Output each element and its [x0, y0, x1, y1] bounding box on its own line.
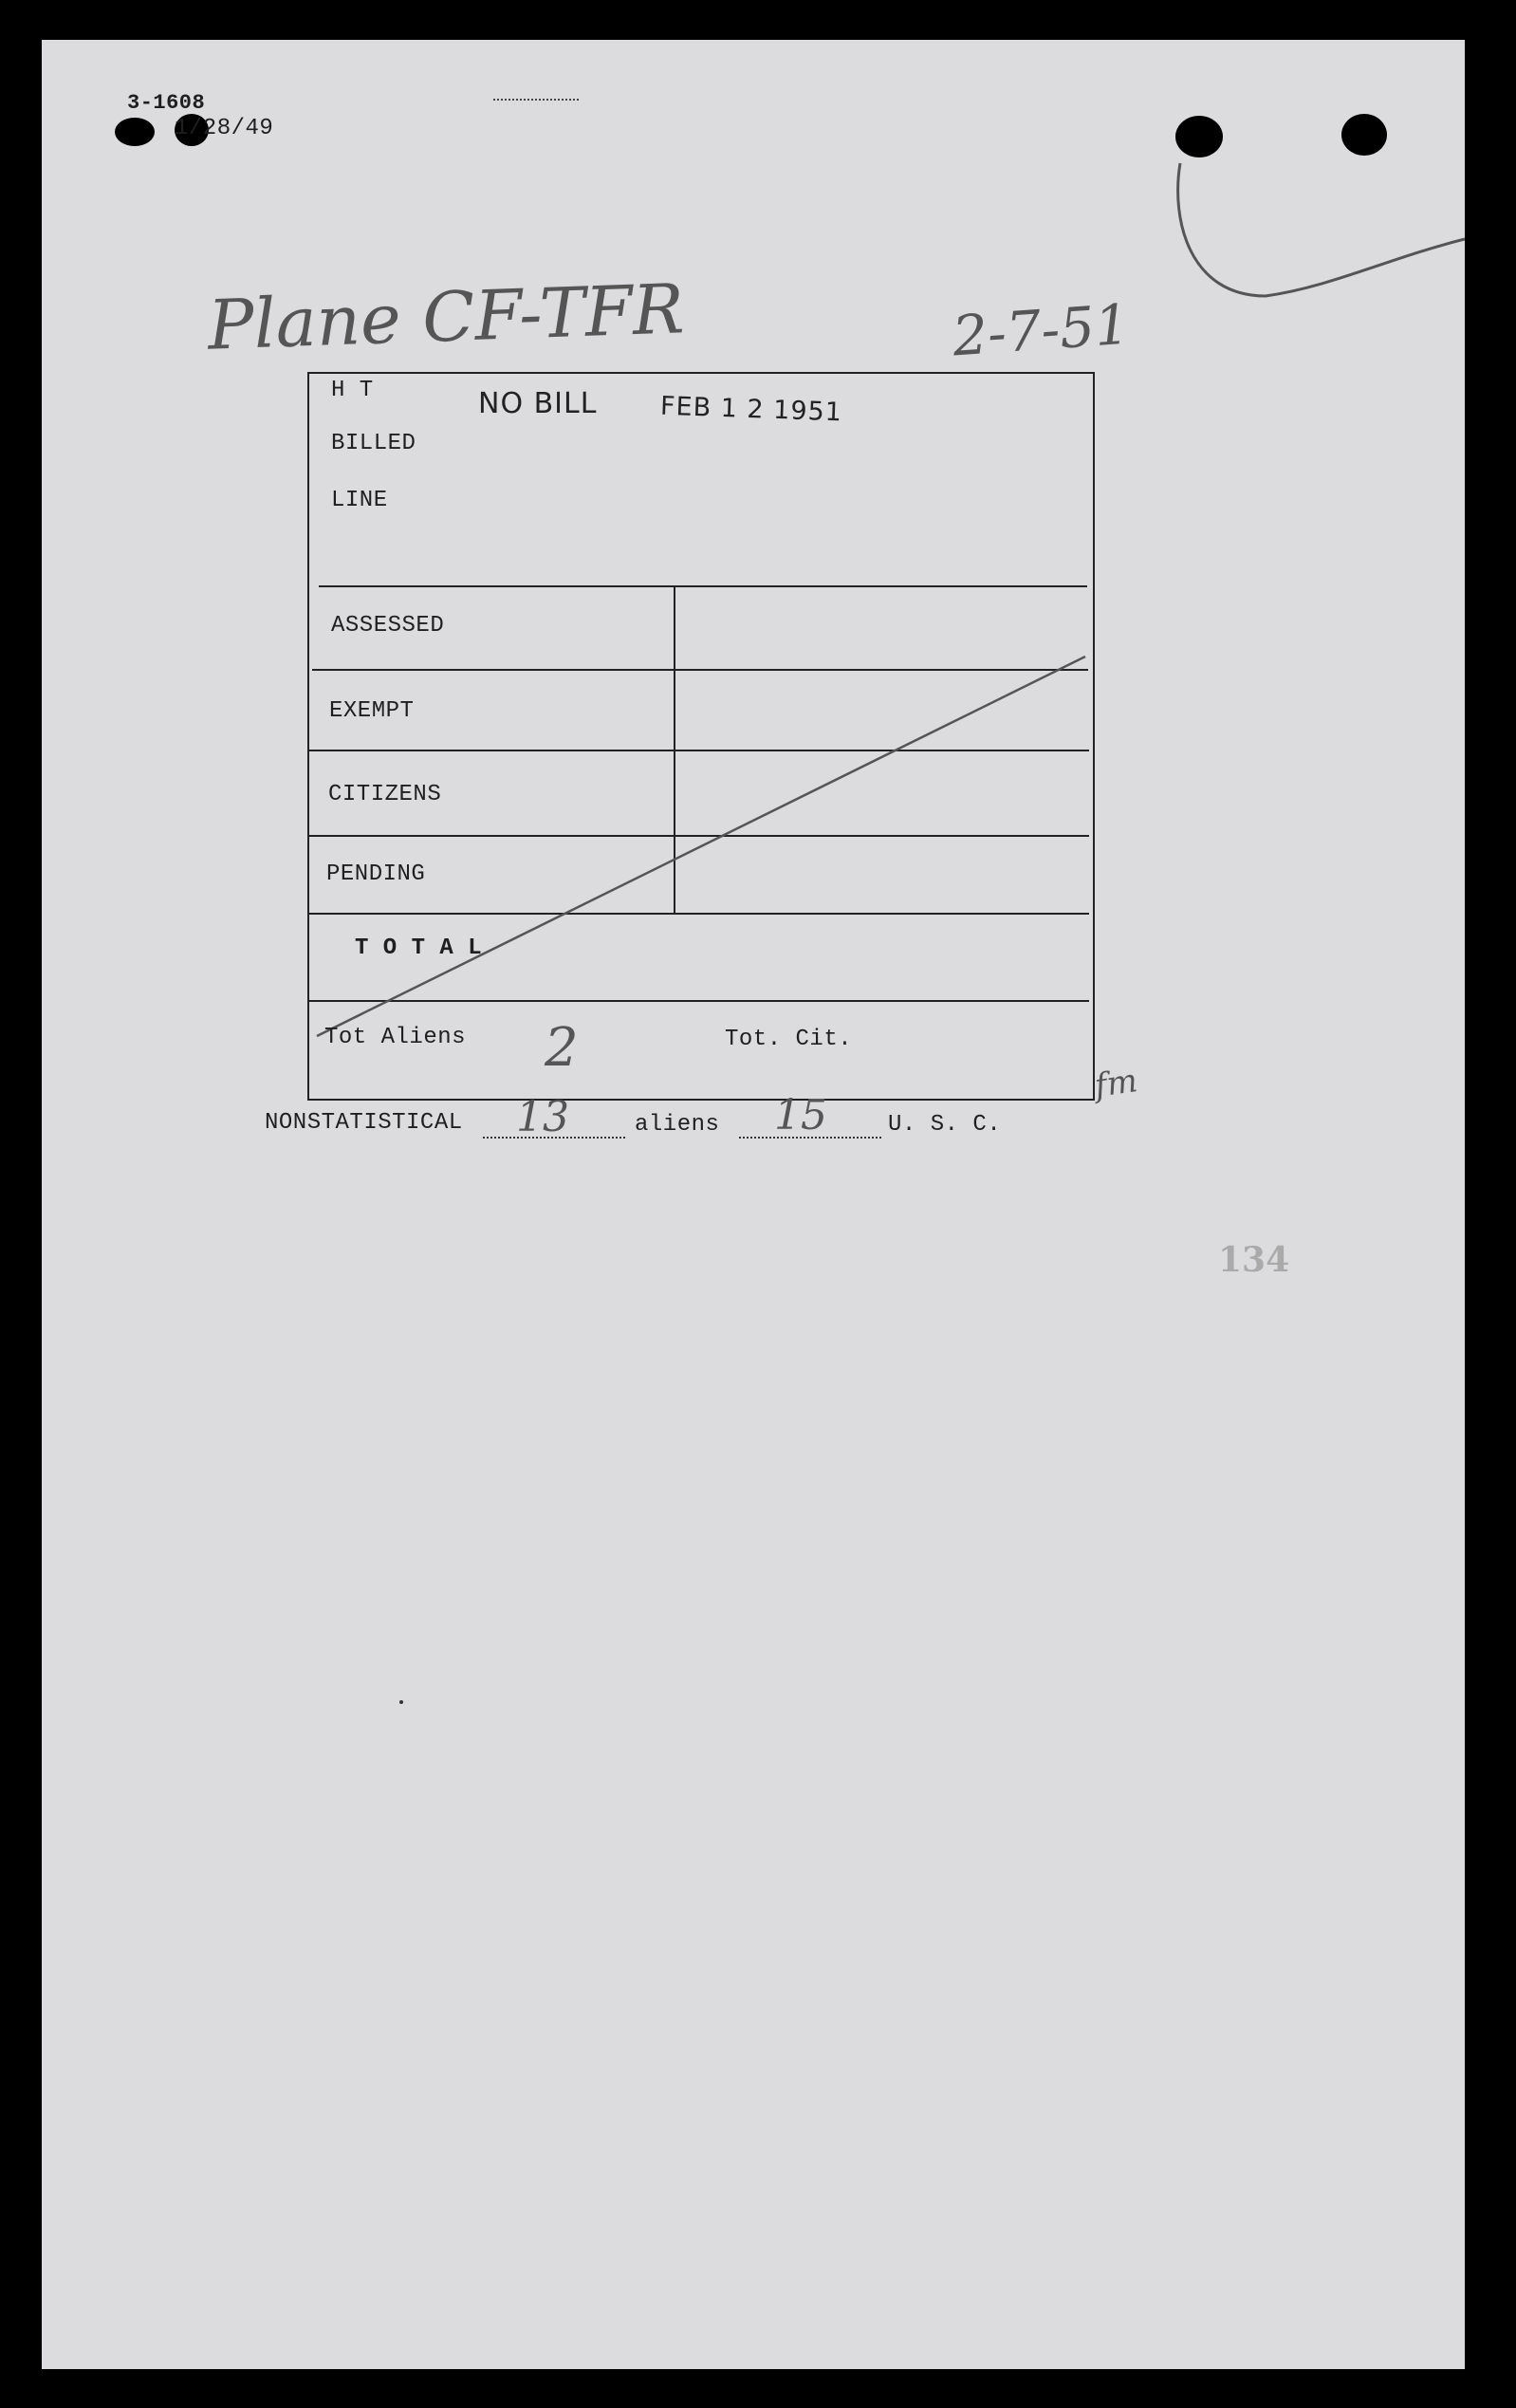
stamp-date: FEB 1 2 1951: [659, 391, 843, 428]
label-usc: U. S. C.: [888, 1112, 1002, 1138]
handwritten-tot-aliens: 2: [545, 1017, 579, 1079]
label-total: T O T A L: [355, 935, 483, 961]
label-tot-aliens: Tot Aliens: [324, 1025, 467, 1050]
row-label-exempt: EXEMPT: [329, 698, 415, 724]
handwritten-plane: Plane CF-TFR: [206, 269, 686, 365]
document-page: [42, 40, 1465, 2369]
handwritten-initials: fm: [1092, 1062, 1140, 1105]
diagonal-strike-line: [307, 609, 1095, 1046]
label-nonstatistical: NONSTATISTICAL: [265, 1110, 463, 1136]
speck-top: [493, 99, 579, 101]
divider-top-section: [319, 585, 1087, 587]
handwritten-date: 2-7-51: [950, 291, 1132, 369]
label-ht: H T: [331, 378, 374, 403]
label-aliens: aliens: [635, 1112, 720, 1138]
row-label-citizens: CITIZENS: [328, 782, 442, 807]
label-line: LINE: [331, 488, 388, 513]
pencil-curve-mark: [1161, 144, 1465, 324]
form-number: 3-1608: [127, 91, 206, 115]
stamp-no-bill: NO BILL: [478, 387, 598, 420]
label-billed: BILLED: [331, 431, 416, 456]
handwritten-nonstat-aliens: 13: [516, 1093, 569, 1141]
row-label-pending: PENDING: [326, 861, 426, 887]
handwritten-nonstat-usc: 15: [774, 1091, 827, 1139]
punch-hole-left: [115, 118, 155, 146]
speck-dot: [399, 1700, 403, 1704]
form-revision: 1/28/49: [175, 116, 274, 141]
label-tot-cit: Tot. Cit.: [725, 1027, 853, 1052]
page-number: 134: [1218, 1240, 1290, 1280]
row-label-assessed: ASSESSED: [331, 613, 445, 639]
